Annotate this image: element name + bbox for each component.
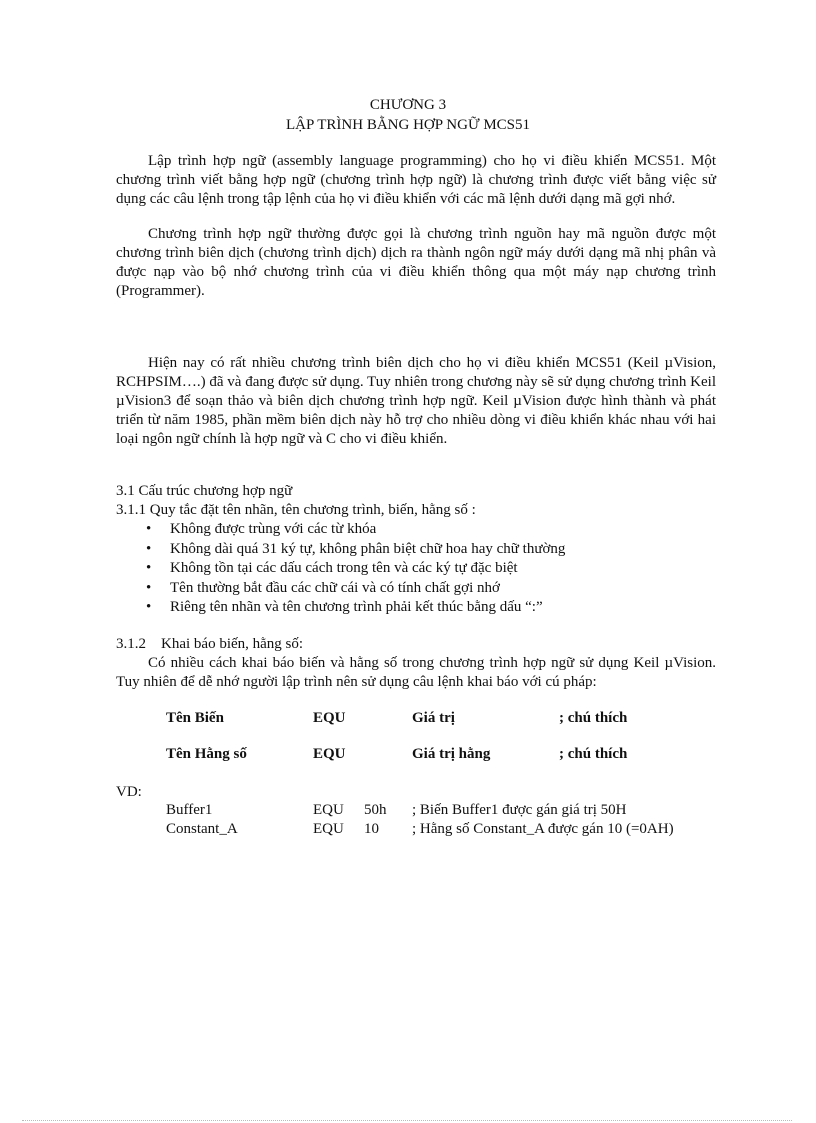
example-value: 10 xyxy=(364,821,379,837)
example-name: Buffer1 xyxy=(166,802,213,818)
bullet-icon: • xyxy=(146,579,152,596)
syntax-comment: ; chú thích xyxy=(559,746,628,762)
section-heading-3-1: 3.1 Cấu trúc chương hợp ngữ xyxy=(116,483,293,499)
example-label: VD: xyxy=(116,784,142,800)
list-item-text: Không tồn tại các dấu cách trong tên và các ký tự đặc biệt xyxy=(170,560,518,576)
syntax-name: Tên Biến xyxy=(166,710,224,726)
list-item-text: Tên thường bắt đầu các chữ cái và có tính chất gợi nhớ xyxy=(170,579,500,596)
example-comment: ; Hằng số Constant_A được gán 10 (=0AH) xyxy=(412,821,674,837)
example-comment: ; Biến Buffer1 được gán giá trị 50H xyxy=(412,802,627,818)
syntax-name: Tên Hằng số xyxy=(166,746,247,762)
paragraph-declaration-intro-text: Có nhiều cách khai báo biến và hằng số trong chương trình hợp ngữ sử dụng Keil µVision. Tuy nhiên để dễ nhớ người lập trình nên sử dụng câu lệnh khai báo với cú pháp: xyxy=(116,655,716,690)
example-op: EQU xyxy=(313,821,344,837)
chapter-title: LẬP TRÌNH BẰNG HỢP NGỮ MCS51 xyxy=(285,117,531,133)
paragraph-keil xyxy=(116,354,716,449)
example-name: Constant_A xyxy=(166,821,238,837)
section-heading-3-1-1: 3.1.1 Quy tắc đặt tên nhãn, tên chương trình, biến, hằng số : xyxy=(116,502,476,518)
bullet-icon: • xyxy=(146,599,152,615)
example-op: EQU xyxy=(313,802,344,818)
list-item xyxy=(146,520,565,540)
syntax-value: Giá trị xyxy=(412,710,455,726)
naming-rules-list xyxy=(146,520,565,618)
syntax-op: EQU xyxy=(313,746,346,762)
list-item xyxy=(146,540,565,560)
paragraph-declaration-intro xyxy=(116,654,716,692)
paragraph-source-program xyxy=(116,225,716,301)
paragraph-source-program-text: Chương trình hợp ngữ thường được gọi là chương trình nguồn hay mã nguồn được một chương trình biên dịch (chương trình dịch) dịch ra thành ngôn ngữ máy dưới dạng mã nhị phân và được nạp vào bộ nhớ chương trình của vi điều khiển thông qua một máy nạp chương trình (Programmer). xyxy=(116,226,716,299)
page-bottom-divider xyxy=(22,1120,792,1121)
list-item-text: Không được trùng với các từ khóa xyxy=(170,521,377,537)
syntax-value: Giá trị hằng xyxy=(412,746,491,762)
chapter-label: CHƯƠNG 3 xyxy=(369,97,447,113)
paragraph-intro xyxy=(116,152,716,209)
paragraph-intro-text: Lập trình hợp ngữ (assembly language programming) cho họ vi điều khiển MCS51. Một chương trình viết bằng hợp ngữ (chương trình hợp ngữ) là chương trình được viết bằng việc sử dụng các câu lệnh trong tập lệnh của họ vi điều khiển với các mã lệnh dưới dạng mã gợi nhớ. xyxy=(116,153,716,207)
list-item xyxy=(146,598,565,618)
paragraph-keil-text: Hiện nay có rất nhiều chương trình biên dịch cho họ vi điều khiển MCS51 (Keil µVision, RCHPSIM….) đã và đang được sử dụng. Tuy nhiên trong chương này sẽ sử dụng chương trình Keil µVision3 để soạn thảo và biên dịch chương trình hợp ngữ. Keil µVision được hình thành và phát triển từ năm 1985, phần mềm biên dịch này hỗ trợ cho nhiều dòng vi điều khiển khác nhau với hai loại ngôn ngữ chính là hợp ngữ và C cho vi điều khiển. xyxy=(116,355,716,447)
list-item-text: Riêng tên nhãn và tên chương trình phải kết thúc bằng dấu “:” xyxy=(170,599,543,615)
list-item xyxy=(146,579,565,599)
bullet-icon: • xyxy=(146,560,152,576)
section-heading-3-1-2: 3.1.2 Khai báo biến, hằng số: xyxy=(116,636,304,652)
list-item xyxy=(146,559,565,579)
bullet-icon: • xyxy=(146,521,152,537)
list-item-text: Không dài quá 31 ký tự, không phân biệt chữ hoa hay chữ thường xyxy=(170,540,566,557)
syntax-op: EQU xyxy=(313,710,346,726)
bullet-icon: • xyxy=(146,540,152,557)
example-value: 50h xyxy=(364,802,387,818)
syntax-comment: ; chú thích xyxy=(559,710,628,726)
